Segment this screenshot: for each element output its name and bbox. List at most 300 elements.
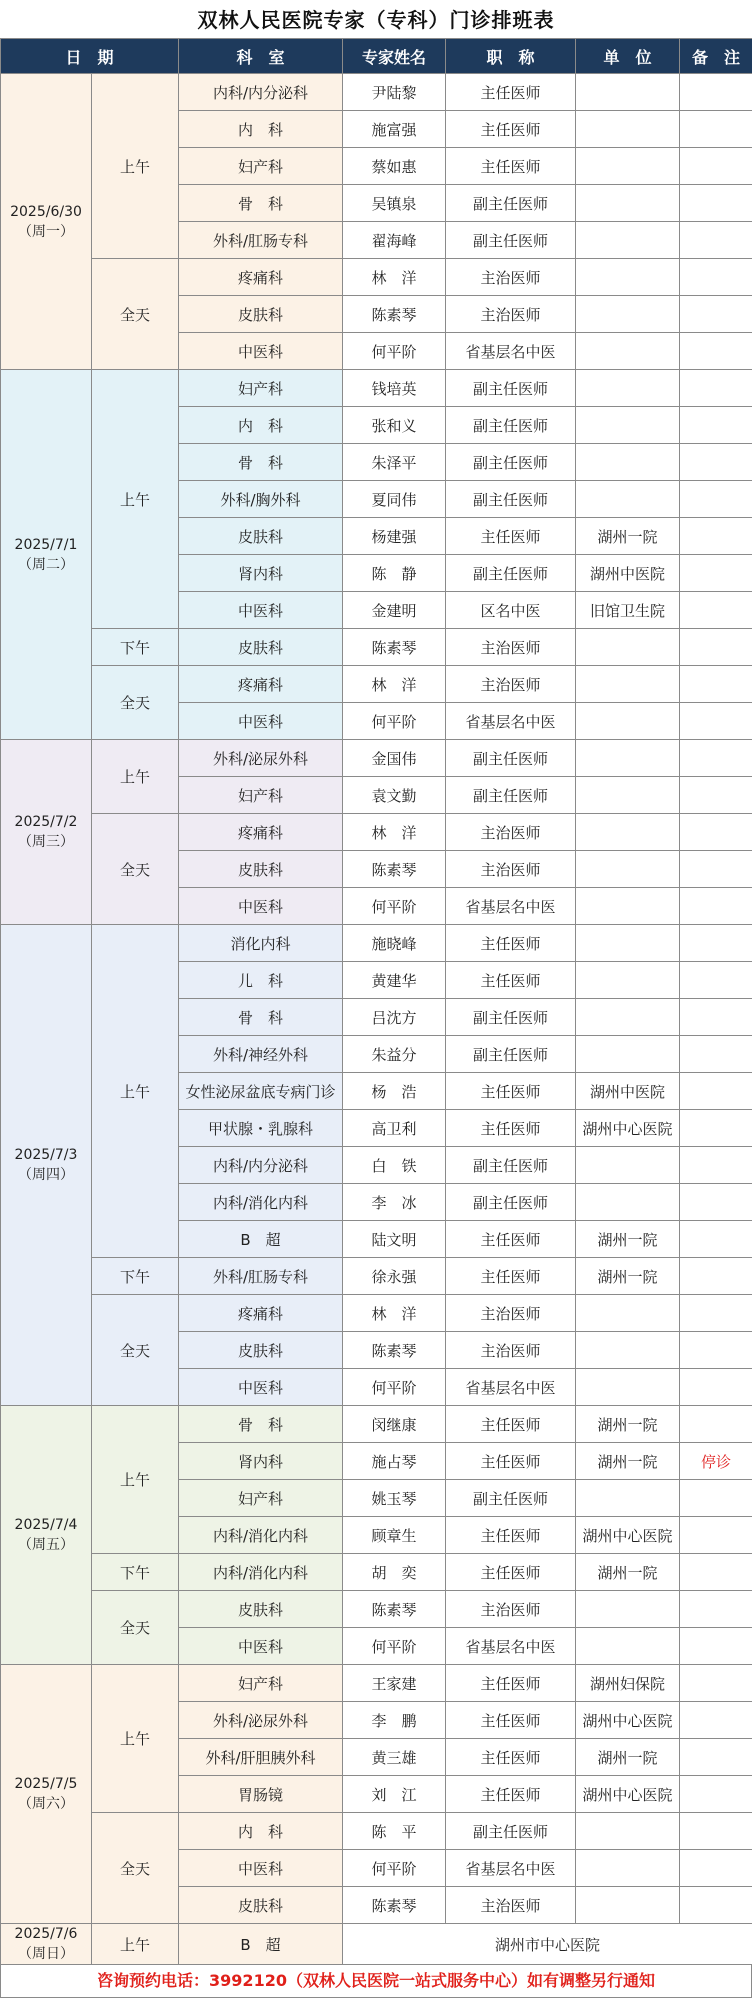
doctor-name-cell: 蔡如惠 — [343, 148, 446, 185]
note-cell — [680, 333, 752, 370]
dept-cell: 疼痛科 — [179, 814, 343, 851]
dept-cell: 外科/泌尿外科 — [179, 1702, 343, 1739]
header-date: 日 期 — [1, 39, 179, 74]
table-row — [1, 925, 752, 962]
unit-cell — [576, 962, 680, 999]
doctor-name-cell: 林 洋 — [343, 259, 446, 296]
table-header-row — [1, 39, 752, 74]
rank-cell: 省基层名中医 — [446, 1628, 576, 1665]
session-cell: 下午 — [92, 1554, 179, 1591]
session-cell: 上午 — [92, 1665, 179, 1813]
doctor-name-cell: 金建明 — [343, 592, 446, 629]
rank-cell: 主任医师 — [446, 1406, 576, 1443]
doctor-name-cell: 顾章生 — [343, 1517, 446, 1554]
session-cell: 全天 — [92, 1813, 179, 1924]
dept-cell: 肾内科 — [179, 1443, 343, 1480]
unit-cell: 湖州一院 — [576, 1739, 680, 1776]
rank-cell: 主治医师 — [446, 851, 576, 888]
dept-cell: 中医科 — [179, 592, 343, 629]
unit-cell — [576, 888, 680, 925]
header-name: 专家姓名 — [343, 39, 446, 74]
session-cell: 下午 — [92, 1258, 179, 1295]
doctor-name-cell: 张和义 — [343, 407, 446, 444]
session-cell: 上午 — [92, 74, 179, 259]
rank-cell: 主任医师 — [446, 1702, 576, 1739]
rank-cell: 主任医师 — [446, 1443, 576, 1480]
dept-cell: 内科/内分泌科 — [179, 74, 343, 111]
date-cell — [1, 370, 92, 740]
dept-cell: 妇产科 — [179, 148, 343, 185]
rank-cell: 主治医师 — [446, 666, 576, 703]
unit-cell — [576, 74, 680, 111]
dept-cell: 皮肤科 — [179, 1332, 343, 1369]
table-row — [1, 740, 752, 777]
doctor-name-cell: 林 洋 — [343, 666, 446, 703]
rank-cell: 主任医师 — [446, 1258, 576, 1295]
dept-cell: 中医科 — [179, 333, 343, 370]
unit-cell: 湖州中心医院 — [576, 1776, 680, 1813]
unit-cell: 湖州一院 — [576, 1406, 680, 1443]
page-title: 双林人民医院专家（专科）门诊排班表 — [197, 8, 555, 32]
note-cell — [680, 555, 752, 592]
weekday-text: （周二） — [18, 556, 74, 573]
date-cell — [1, 1665, 92, 1924]
rank-cell: 副主任医师 — [446, 1184, 576, 1221]
schedule-table — [0, 38, 752, 1965]
unit-cell — [576, 259, 680, 296]
doctor-name-cell: 何平阶 — [343, 703, 446, 740]
unit-cell — [576, 333, 680, 370]
unit-cell — [576, 666, 680, 703]
rank-cell: 副主任医师 — [446, 222, 576, 259]
doctor-name-cell: 何平阶 — [343, 1628, 446, 1665]
doctor-name-cell: 钱培英 — [343, 370, 446, 407]
rank-cell: 省基层名中医 — [446, 888, 576, 925]
doctor-name-cell: 陈素琴 — [343, 629, 446, 666]
doctor-name-cell: 姚玉琴 — [343, 1480, 446, 1517]
rank-cell: 主任医师 — [446, 925, 576, 962]
note-cell — [680, 1369, 752, 1406]
note-cell — [680, 1591, 752, 1628]
table-row — [1, 1924, 752, 1965]
doctor-name-cell: 施晓峰 — [343, 925, 446, 962]
session-cell: 上午 — [92, 740, 179, 814]
session-cell: 全天 — [92, 1295, 179, 1406]
session-cell: 全天 — [92, 259, 179, 370]
dept-cell: 疼痛科 — [179, 666, 343, 703]
rank-cell: 副主任医师 — [446, 1480, 576, 1517]
doctor-name-cell: 何平阶 — [343, 333, 446, 370]
rank-cell: 主任医师 — [446, 518, 576, 555]
dept-cell: 骨 科 — [179, 999, 343, 1036]
unit-cell — [576, 407, 680, 444]
table-row — [1, 370, 752, 407]
note-cell — [680, 259, 752, 296]
note-cell — [680, 1813, 752, 1850]
unit-cell: 旧馆卫生院 — [576, 592, 680, 629]
doctor-name-cell: 杨 浩 — [343, 1073, 446, 1110]
date-cell — [1, 925, 92, 1406]
rank-cell: 主任医师 — [446, 1739, 576, 1776]
dept-cell: 内科/内分泌科 — [179, 1147, 343, 1184]
footer-notice — [0, 1965, 752, 1998]
unit-cell — [576, 851, 680, 888]
note-cell — [680, 777, 752, 814]
note-cell — [680, 185, 752, 222]
unit-cell — [576, 999, 680, 1036]
note-cell — [680, 1184, 752, 1221]
rank-cell: 主治医师 — [446, 296, 576, 333]
rank-cell: 主任医师 — [446, 148, 576, 185]
unit-cell — [576, 1036, 680, 1073]
note-cell — [680, 814, 752, 851]
dept-cell: 皮肤科 — [179, 296, 343, 333]
session-cell: 全天 — [92, 814, 179, 925]
rank-cell: 主任医师 — [446, 1110, 576, 1147]
unit-cell: 湖州妇保院 — [576, 1665, 680, 1702]
doctor-name-cell: 陆文明 — [343, 1221, 446, 1258]
unit-cell — [576, 1813, 680, 1850]
rank-cell: 主任医师 — [446, 1776, 576, 1813]
dept-cell: 疼痛科 — [179, 1295, 343, 1332]
rank-cell: 副主任医师 — [446, 185, 576, 222]
session-cell: 全天 — [92, 1591, 179, 1665]
dept-cell: 妇产科 — [179, 370, 343, 407]
dept-cell: 妇产科 — [179, 1480, 343, 1517]
session-cell: 上午 — [92, 370, 179, 629]
dept-cell: 外科/胸外科 — [179, 481, 343, 518]
unit-cell — [576, 629, 680, 666]
dept-cell: 骨 科 — [179, 185, 343, 222]
dept-cell: 中医科 — [179, 1850, 343, 1887]
doctor-name-cell: 陈素琴 — [343, 1887, 446, 1924]
note-cell — [680, 1850, 752, 1887]
dept-cell: 骨 科 — [179, 1406, 343, 1443]
dept-cell: 内科/消化内科 — [179, 1517, 343, 1554]
dept-cell: 内科/消化内科 — [179, 1554, 343, 1591]
dept-cell: 消化内科 — [179, 925, 343, 962]
unit-cell — [576, 1369, 680, 1406]
doctor-name-cell: 吕沈方 — [343, 999, 446, 1036]
note-cell — [680, 1702, 752, 1739]
unit-cell — [576, 1628, 680, 1665]
rank-cell: 主任医师 — [446, 1073, 576, 1110]
unit-cell — [576, 1147, 680, 1184]
table-row — [1, 1554, 752, 1591]
rank-cell: 副主任医师 — [446, 999, 576, 1036]
note-cell — [680, 1739, 752, 1776]
doctor-name-cell: 李 鹏 — [343, 1702, 446, 1739]
rank-cell: 副主任医师 — [446, 481, 576, 518]
footer-text: 咨询预约电话：3992120（双林人民医院一站式服务中心）如有调整另行通知 — [97, 1971, 655, 1990]
note-cell — [680, 296, 752, 333]
merged-cell: 湖州市中心医院 — [343, 1924, 752, 1965]
session-cell: 上午 — [92, 925, 179, 1258]
dept-cell: 内科/消化内科 — [179, 1184, 343, 1221]
unit-cell — [576, 444, 680, 481]
rank-cell: 主任医师 — [446, 1517, 576, 1554]
dept-cell: 妇产科 — [179, 777, 343, 814]
doctor-name-cell: 何平阶 — [343, 888, 446, 925]
note-cell — [680, 1036, 752, 1073]
doctor-name-cell: 王家建 — [343, 1665, 446, 1702]
date-cell — [1, 740, 92, 925]
dept-cell: 中医科 — [179, 1369, 343, 1406]
note-cell — [680, 518, 752, 555]
date-text: 2025/6/30 — [10, 203, 82, 220]
rank-cell: 主任医师 — [446, 111, 576, 148]
doctor-name-cell: 李 冰 — [343, 1184, 446, 1221]
rank-cell: 省基层名中医 — [446, 703, 576, 740]
note-cell — [680, 148, 752, 185]
rank-cell: 主任医师 — [446, 1554, 576, 1591]
note-cell — [680, 1517, 752, 1554]
doctor-name-cell: 黄建华 — [343, 962, 446, 999]
doctor-name-cell: 翟海峰 — [343, 222, 446, 259]
weekday-text: （周五） — [18, 1537, 74, 1553]
dept-cell: 儿 科 — [179, 962, 343, 999]
date-text: 2025/7/4 — [14, 1517, 78, 1533]
doctor-name-cell: 何平阶 — [343, 1850, 446, 1887]
table-row — [1, 629, 752, 666]
note-cell — [680, 1110, 752, 1147]
table-row — [1, 1258, 752, 1295]
dept-cell: 女性泌尿盆底专病门诊 — [179, 1073, 343, 1110]
rank-cell: 主治医师 — [446, 1332, 576, 1369]
rank-cell: 主治医师 — [446, 1591, 576, 1628]
date-text: 2025/7/5 — [14, 1776, 78, 1792]
unit-cell: 湖州中心医院 — [576, 1517, 680, 1554]
doctor-name-cell: 陈素琴 — [343, 1332, 446, 1369]
date-cell — [1, 1924, 92, 1965]
date-cell — [1, 74, 92, 370]
note-cell — [680, 1887, 752, 1924]
doctor-name-cell: 陈素琴 — [343, 1591, 446, 1628]
note-cell — [680, 1332, 752, 1369]
note-cell — [680, 1406, 752, 1443]
note-cell — [680, 888, 752, 925]
header-note: 备 注 — [680, 39, 752, 74]
unit-cell: 湖州中心医院 — [576, 1110, 680, 1147]
dept-cell: B 超 — [179, 1924, 343, 1965]
dept-cell: 皮肤科 — [179, 1591, 343, 1628]
dept-cell: 甲状腺・乳腺科 — [179, 1110, 343, 1147]
doctor-name-cell: 金国伟 — [343, 740, 446, 777]
dept-cell: 胃肠镜 — [179, 1776, 343, 1813]
rank-cell: 副主任医师 — [446, 740, 576, 777]
unit-cell — [576, 1184, 680, 1221]
note-cell — [680, 1295, 752, 1332]
rank-cell: 主任医师 — [446, 962, 576, 999]
note-cell — [680, 740, 752, 777]
weekday-text: （周六） — [18, 1796, 74, 1812]
note-cell — [680, 962, 752, 999]
unit-cell: 湖州一院 — [576, 518, 680, 555]
dept-cell: 外科/肝胆胰外科 — [179, 1739, 343, 1776]
rank-cell: 副主任医师 — [446, 1036, 576, 1073]
unit-cell — [576, 1887, 680, 1924]
header-dept: 科 室 — [179, 39, 343, 74]
doctor-name-cell: 黄三雄 — [343, 1739, 446, 1776]
rank-cell: 省基层名中医 — [446, 1850, 576, 1887]
doctor-name-cell: 高卫利 — [343, 1110, 446, 1147]
unit-cell — [576, 1480, 680, 1517]
note-cell — [680, 407, 752, 444]
table-row — [1, 74, 752, 111]
rank-cell: 主任医师 — [446, 1665, 576, 1702]
date-text: 2025/7/2 — [14, 814, 78, 830]
dept-cell: 内 科 — [179, 1813, 343, 1850]
doctor-name-cell: 施占琴 — [343, 1443, 446, 1480]
doctor-name-cell: 闵继康 — [343, 1406, 446, 1443]
note-cell — [680, 1258, 752, 1295]
unit-cell — [576, 370, 680, 407]
doctor-name-cell: 林 洋 — [343, 1295, 446, 1332]
unit-cell: 湖州中心医院 — [576, 1702, 680, 1739]
unit-cell: 湖州一院 — [576, 1443, 680, 1480]
doctor-name-cell: 施富强 — [343, 111, 446, 148]
doctor-name-cell: 袁文勤 — [343, 777, 446, 814]
unit-cell — [576, 703, 680, 740]
dept-cell: 皮肤科 — [179, 518, 343, 555]
header-rank: 职 称 — [446, 39, 576, 74]
doctor-name-cell: 徐永强 — [343, 1258, 446, 1295]
rank-cell: 副主任医师 — [446, 370, 576, 407]
note-cell — [680, 444, 752, 481]
rank-cell: 主任医师 — [446, 74, 576, 111]
note-cell: 停诊 — [680, 1443, 752, 1480]
note-cell — [680, 1221, 752, 1258]
note-cell — [680, 222, 752, 259]
table-row — [1, 666, 752, 703]
note-cell — [680, 851, 752, 888]
doctor-name-cell: 林 洋 — [343, 814, 446, 851]
rank-cell: 省基层名中医 — [446, 1369, 576, 1406]
rank-cell: 副主任医师 — [446, 555, 576, 592]
rank-cell: 副主任医师 — [446, 407, 576, 444]
rank-cell: 主治医师 — [446, 259, 576, 296]
rank-cell: 副主任医师 — [446, 444, 576, 481]
doctor-name-cell: 朱益分 — [343, 1036, 446, 1073]
doctor-name-cell: 陈素琴 — [343, 296, 446, 333]
doctor-name-cell: 吴镇泉 — [343, 185, 446, 222]
doctor-name-cell: 陈 静 — [343, 555, 446, 592]
unit-cell — [576, 1591, 680, 1628]
dept-cell: 骨 科 — [179, 444, 343, 481]
dept-cell: 肾内科 — [179, 555, 343, 592]
unit-cell — [576, 222, 680, 259]
rank-cell: 主治医师 — [446, 1295, 576, 1332]
rank-cell: 副主任医师 — [446, 777, 576, 814]
weekday-text: （周四） — [18, 1167, 74, 1183]
rank-cell: 主治医师 — [446, 814, 576, 851]
unit-cell — [576, 925, 680, 962]
dept-cell: 皮肤科 — [179, 1887, 343, 1924]
rank-cell: 主任医师 — [446, 1221, 576, 1258]
note-cell — [680, 703, 752, 740]
note-cell — [680, 1147, 752, 1184]
note-cell — [680, 999, 752, 1036]
unit-cell — [576, 740, 680, 777]
doctor-name-cell: 尹陆黎 — [343, 74, 446, 111]
note-cell — [680, 666, 752, 703]
session-cell: 上午 — [92, 1924, 179, 1965]
unit-cell — [576, 296, 680, 333]
unit-cell — [576, 185, 680, 222]
doctor-name-cell: 胡 奕 — [343, 1554, 446, 1591]
unit-cell: 湖州一院 — [576, 1258, 680, 1295]
dept-cell: 中医科 — [179, 1628, 343, 1665]
dept-cell: 皮肤科 — [179, 851, 343, 888]
rank-cell: 区名中医 — [446, 592, 576, 629]
date-text: 2025/7/6 — [14, 1926, 78, 1942]
unit-cell: 湖州中医院 — [576, 1073, 680, 1110]
unit-cell — [576, 111, 680, 148]
date-text: 2025/7/1 — [14, 536, 78, 553]
doctor-name-cell: 夏同伟 — [343, 481, 446, 518]
doctor-name-cell: 陈素琴 — [343, 851, 446, 888]
table-row — [1, 1295, 752, 1332]
note-cell — [680, 1073, 752, 1110]
unit-cell — [576, 481, 680, 518]
session-cell: 下午 — [92, 629, 179, 666]
unit-cell — [576, 777, 680, 814]
table-row — [1, 814, 752, 851]
unit-cell: 湖州中医院 — [576, 555, 680, 592]
session-cell: 上午 — [92, 1406, 179, 1554]
doctor-name-cell: 何平阶 — [343, 1369, 446, 1406]
unit-cell — [576, 1332, 680, 1369]
note-cell — [680, 1628, 752, 1665]
dept-cell: 妇产科 — [179, 1665, 343, 1702]
table-row — [1, 1591, 752, 1628]
note-cell — [680, 370, 752, 407]
rank-cell: 省基层名中医 — [446, 333, 576, 370]
unit-cell: 湖州一院 — [576, 1554, 680, 1591]
unit-cell: 湖州一院 — [576, 1221, 680, 1258]
note-cell — [680, 592, 752, 629]
note-cell — [680, 1776, 752, 1813]
date-cell — [1, 1406, 92, 1665]
unit-cell — [576, 1295, 680, 1332]
dept-cell: 外科/肛肠专科 — [179, 222, 343, 259]
dept-cell: 疼痛科 — [179, 259, 343, 296]
weekday-text: （周一） — [18, 223, 74, 240]
unit-cell — [576, 1850, 680, 1887]
note-cell — [680, 481, 752, 518]
rank-cell: 副主任医师 — [446, 1813, 576, 1850]
unit-cell — [576, 148, 680, 185]
rank-cell: 副主任医师 — [446, 1147, 576, 1184]
dept-cell: 皮肤科 — [179, 629, 343, 666]
note-cell — [680, 1480, 752, 1517]
note-cell — [680, 74, 752, 111]
note-cell — [680, 629, 752, 666]
dept-cell: 外科/神经外科 — [179, 1036, 343, 1073]
schedule-body — [1, 74, 752, 1965]
weekday-text: （周日） — [18, 1946, 74, 1962]
dept-cell: 内 科 — [179, 111, 343, 148]
table-row — [1, 1813, 752, 1850]
date-text: 2025/7/3 — [14, 1147, 78, 1163]
dept-cell: B 超 — [179, 1221, 343, 1258]
dept-cell: 内 科 — [179, 407, 343, 444]
doctor-name-cell: 陈 平 — [343, 1813, 446, 1850]
note-cell — [680, 1665, 752, 1702]
unit-cell — [576, 814, 680, 851]
table-row — [1, 1406, 752, 1443]
doctor-name-cell: 刘 江 — [343, 1776, 446, 1813]
